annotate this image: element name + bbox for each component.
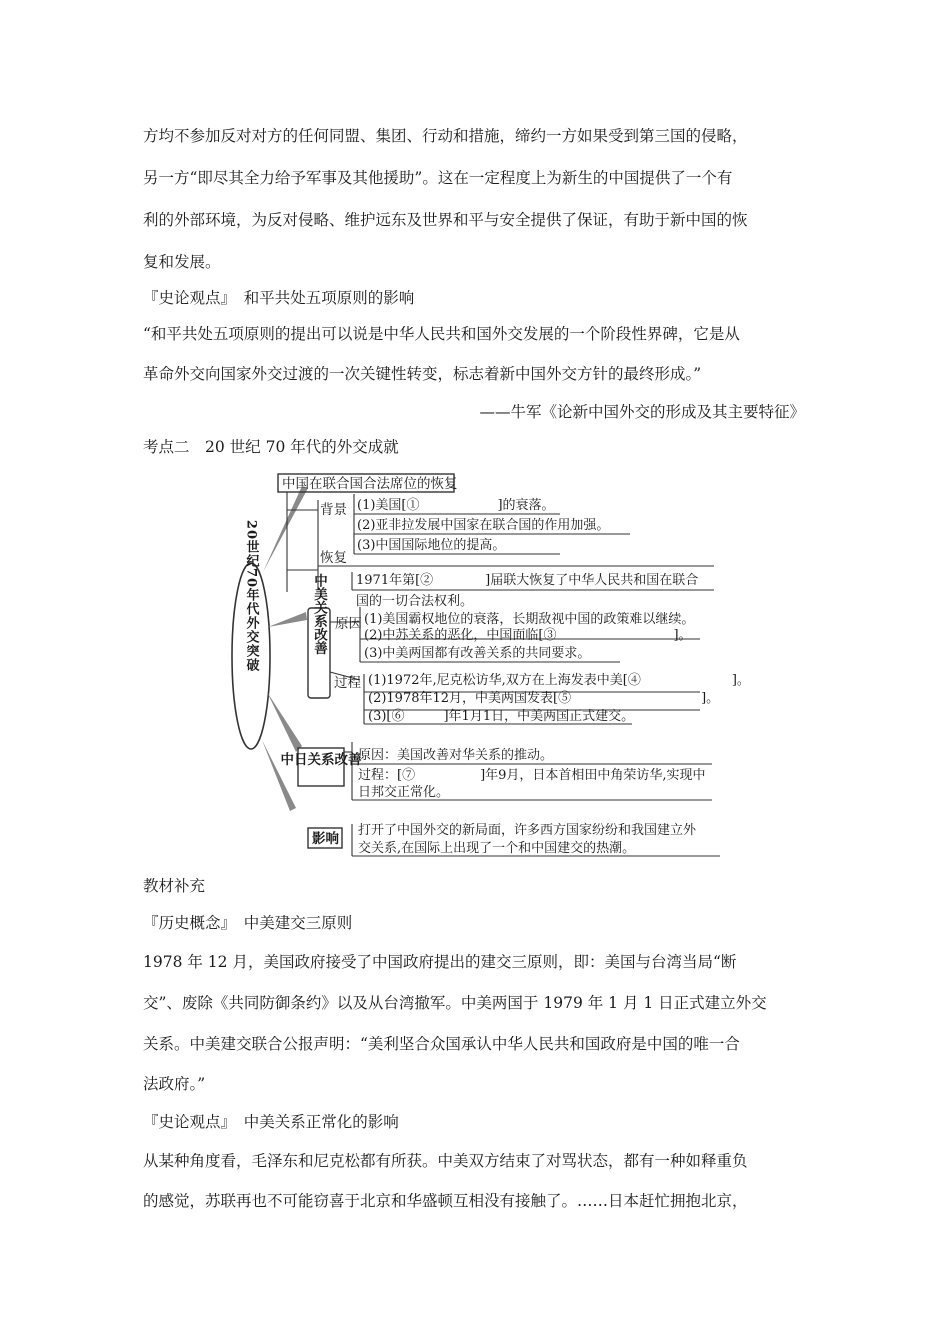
un-background-item: (1)美国[① ]的衰落。	[357, 498, 555, 513]
sino-us-process-label: 过程	[334, 675, 361, 691]
sino-jp-title: 中日关系改善	[280, 752, 362, 768]
un-background-label: 背景	[320, 502, 347, 518]
sino-us-reason-item: (1)美国霸权地位的衰落，长期敌视中国的政策难以继续。	[364, 612, 695, 627]
sino-jp-process: 日邦交正常化。	[358, 785, 450, 800]
paragraph-line: 1978 年 12 月，美国政府接受了中国政府提出的建交三原则，即：美国与台湾当局“断	[143, 953, 737, 971]
paragraph-line: 关系。中美建交联合公报声明：“美利坚合众国承认中华人民共和国政府是中国的唯一合	[143, 1035, 740, 1053]
un-restore-label: 恢复	[320, 550, 347, 566]
paragraph-line: 的感觉，苏联再也不可能窃喜于北京和华盛顿互相没有接触了。……日本赶忙拥抱北京，	[143, 1192, 748, 1210]
quote-line: 革命外交向国家外交过渡的一次关键性转变，标志着新中国外交方针的最终形成。”	[143, 365, 702, 383]
sino-us-process-item: (3)[⑥ ]年1月1日，中美两国正式建交。	[368, 709, 635, 724]
sino-us-reason-item: (2)中苏关系的恶化，中国面临[③ ]。	[364, 628, 692, 643]
paragraph-line: 利的外部环境，为反对侵略、维护远东及世界和平与安全提供了保证，有助于新中国的恢	[143, 211, 748, 229]
quote-source: ——牛军《论新中国外交的形成及其主要特征》	[479, 403, 805, 421]
paragraph-line: 方均不参加反对对方的任何同盟、集团、行动和措施，缔约一方如果受到第三国的侵略，	[143, 127, 748, 145]
section-heading: 『史论观点』 中美关系正常化的影响	[143, 1113, 399, 1131]
sino-jp-process: 过程：[⑦ ]年9月，日本首相田中角荣访华,实现中	[358, 768, 706, 783]
sino-us-reason-item: (3)中美两国都有改善关系的共同要求。	[364, 646, 591, 661]
quote-line: “和平共处五项原则的提出可以说是中华人民共和国外交发展的一个阶段性界碑，它是从	[143, 325, 740, 343]
un-background-item: (2)亚非拉发展中国家在联合国的作用加强。	[357, 518, 610, 533]
un-restore-text: 国的一切合法权利。	[356, 594, 474, 609]
un-background-item: (3)中国国际地位的提高。	[357, 538, 506, 553]
section-heading: 『历史概念』 中美建交三原则	[143, 914, 353, 932]
sino-us-process-item: (2)1978年12月，中美两国发表[⑤ ]。	[368, 691, 720, 706]
sino-jp-reason: 原因：美国改善对华关系的推动。	[358, 748, 554, 763]
paragraph-line: 从某种角度看，毛泽东和尼克松都有所获。中美双方结束了对骂状态，都有一种如释重负	[143, 1152, 748, 1170]
sino-us-title: 中美关系改善	[311, 573, 327, 655]
sino-us-reason-label: 原因	[335, 616, 362, 632]
root-label: 20世纪70年代外交突破	[243, 519, 259, 673]
paragraph-line: 交”、废除《共同防御条约》以及从台湾撤军。中美两国于 1979 年 1 月 1 日正式建立外交	[143, 994, 767, 1012]
paragraph-line: 复和发展。	[143, 253, 221, 271]
influence-title: 影响	[312, 831, 339, 847]
un-title: 中国在联合国合法席位的恢复	[282, 476, 458, 492]
un-restore-text: 1971年第[② ]届联大恢复了中华人民共和国在联合	[356, 573, 699, 588]
sino-us-process-item: (1)1972年,尼克松访华,双方在上海发表中美[④ ]。	[368, 673, 750, 688]
paragraph-line: 法政府。”	[143, 1075, 206, 1093]
influence-text: 打开了中国外交的新局面，许多西方国家纷纷和我国建立外	[358, 823, 697, 838]
paragraph-line: 另一方“即尽其全力给予军事及其他援助”。这在一定程度上为新生的中国提供了一个有	[143, 169, 733, 187]
influence-text: 交关系,在国际上出现了一个和中国建交的热潮。	[358, 841, 636, 856]
section-heading: 教材补充	[143, 877, 206, 895]
section-heading: 考点二 20 世纪 70 年代的外交成就	[143, 438, 399, 456]
mind-map-diagram	[0, 462, 950, 882]
section-heading: 『史论观点』 和平共处五项原则的影响	[143, 289, 415, 307]
